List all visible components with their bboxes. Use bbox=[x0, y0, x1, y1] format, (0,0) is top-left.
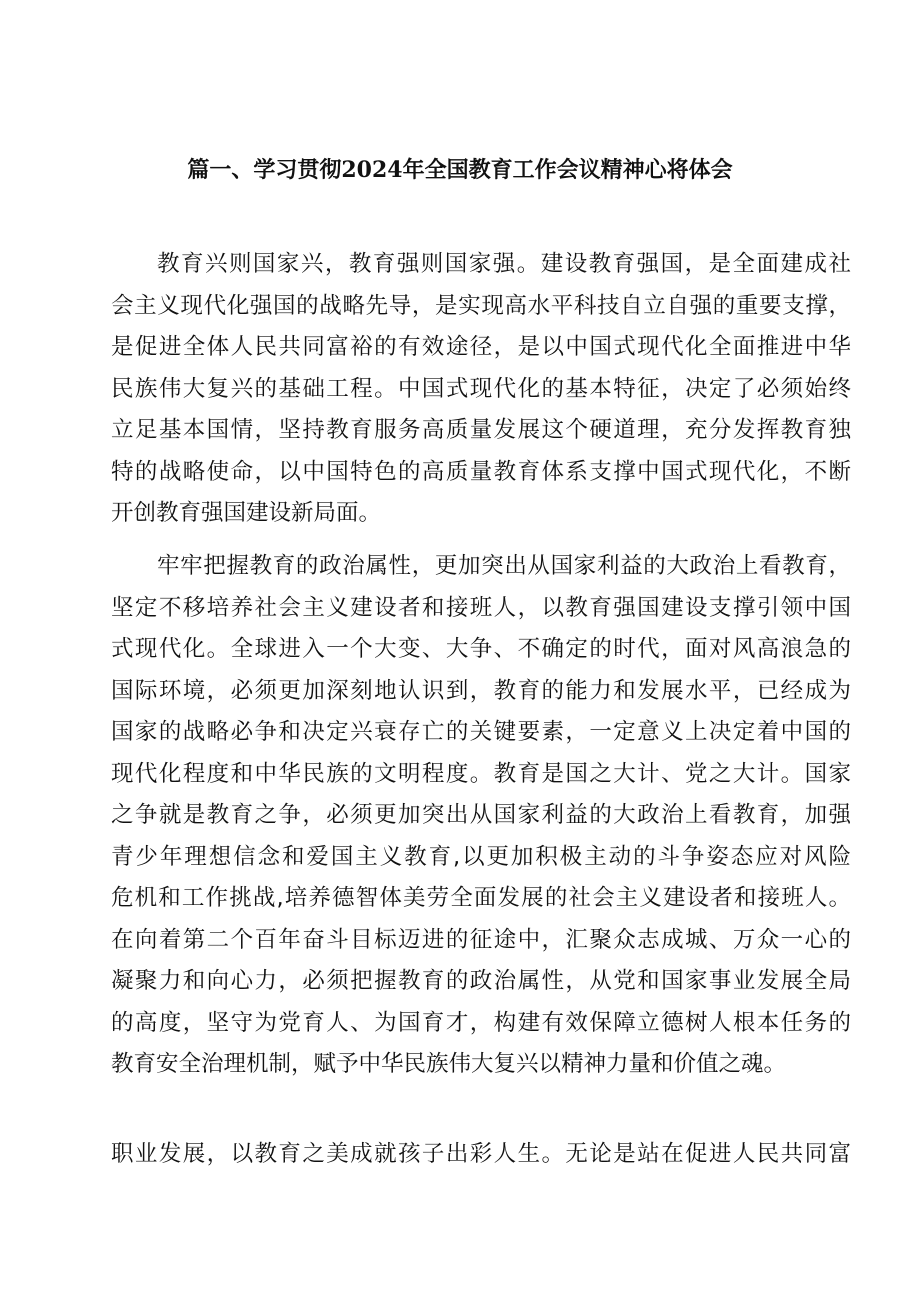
paragraph-line: 职业发展，以教育之美成就孩子出彩人生。无论是站在促进人民共同富 bbox=[111, 1141, 851, 1167]
paragraph-line: 现代化程度和中华民族的文明程度。教育是国之大计、党之大计。国家 bbox=[111, 760, 851, 787]
paragraph-line: 开创教育强国建设新局面。 bbox=[111, 500, 382, 526]
paragraph-line: 立足基本国情，坚持教育服务高质量发展这个硬道理，充分发挥教育独 bbox=[111, 417, 851, 443]
paragraph-line: 的高度，坚守为党育人、为国育才，构建有效保障立德树人根本任务的 bbox=[111, 1009, 851, 1036]
paragraph-line: 特的战略使命，以中国特色的高质量教育体系支撑中国式现代化，不断 bbox=[111, 458, 851, 485]
paragraph-line: 教育安全治理机制，赋予中华民族伟大复兴以精神力量和价值之魂。 bbox=[111, 1051, 787, 1077]
document-title: 篇一、学习贯彻2024年全国教育工作会议精神心将体会 bbox=[187, 157, 733, 183]
paragraph-line: 是促进全体人民共同富裕的有效途径，是以中国式现代化全面推进中华 bbox=[111, 334, 851, 360]
paragraph-line: 之争就是教育之争，必须更加突出从国家利益的大政治上看教育，加强 bbox=[111, 802, 851, 828]
paragraph-line: 牢牢把握教育的政治属性，更加突出从国家利益的大政治上看教育， bbox=[157, 553, 851, 579]
paragraph-line: 国际环境，必须更加深刻地认识到，教育的能力和发展水平，已经成为 bbox=[111, 677, 851, 704]
paragraph-line: 国家的战略必争和决定兴衰存亡的关键要素，一定意义上决定着中国的 bbox=[111, 719, 851, 745]
paragraph-career-development bbox=[111, 1134, 851, 1176]
paragraph-political-attribute bbox=[111, 546, 851, 1086]
paragraph-line: 凝聚力和向心力，必须把握教育的政治属性，从党和国家事业发展全局 bbox=[111, 968, 851, 994]
paragraph-line: 在向着第二个百年奋斗目标迈进的征途中，汇聚众志成城、万众一心的 bbox=[111, 926, 851, 953]
paragraph-line: 危机和工作挑战,培养德智体美劳全面发展的社会主义建设者和接班人。 bbox=[111, 885, 851, 911]
paragraph-line: 坚定不移培养社会主义建设者和接班人，以教育强国建设支撑引领中国 bbox=[111, 594, 851, 621]
paragraph-line: 会主义现代化强国的战略先导，是实现高水平科技自立自强的重要支撑， bbox=[111, 292, 851, 319]
paragraph-line: 式现代化。全球进入一个大变、大争、不确定的时代，面对风高浪急的 bbox=[111, 636, 851, 662]
paragraph-line: 教育兴则国家兴，教育强则国家强。建设教育强国，是全面建成社 bbox=[157, 251, 851, 277]
paragraph-education-power bbox=[111, 244, 851, 535]
paragraph-line: 民族伟大复兴的基础工程。中国式现代化的基本特征，决定了必须始终 bbox=[111, 375, 851, 402]
paragraph-line: 青少年理想信念和爱国主义教育,以更加积极主动的斗争姿态应对风险 bbox=[111, 843, 851, 870]
